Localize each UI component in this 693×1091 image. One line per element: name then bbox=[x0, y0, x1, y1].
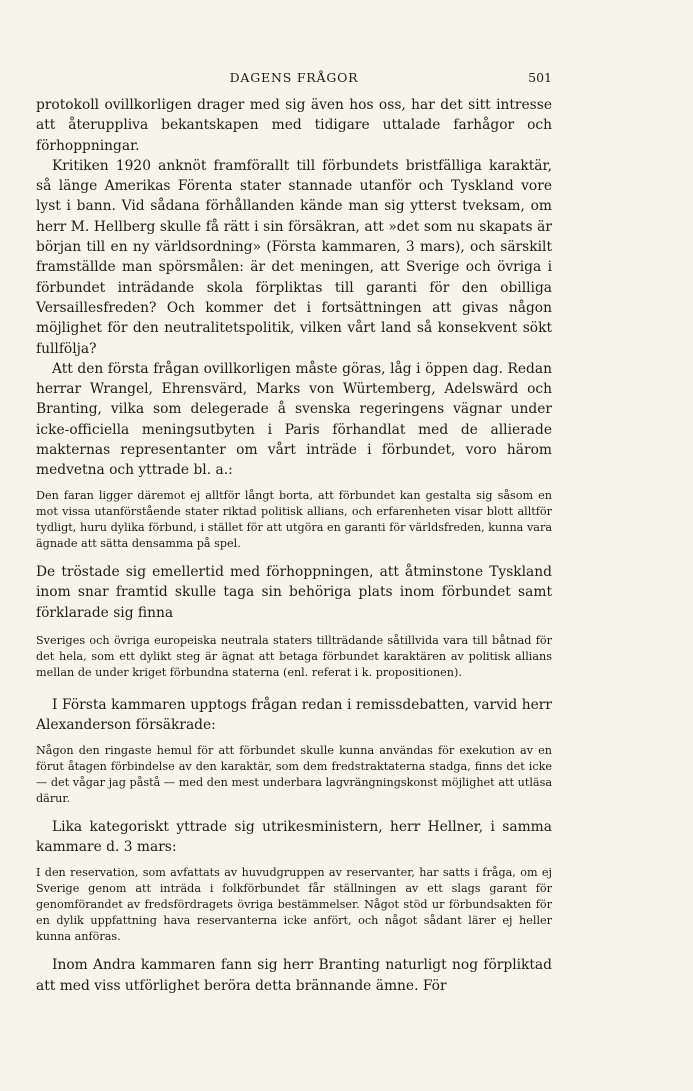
paragraph-first-question: Att den första frågan ovillkorligen måste göras, låg i öppen dag. Redan herrar Wrangel, Ehrensvärd, Marks von Würtemberg, Adelswärd och Branting, vilka som delegerade å svenska regeringens vägnar under icke-officiella meningsutbyten i Paris förhandlat med de allierade makternas representanter om vårt inträde i förbundet, voro härom medvetna och yttrade bl. a.: bbox=[36, 360, 552, 479]
quote-neutral-states: Sveriges och övriga europeiska neutrala staters tillträdande såtillvida vara till båtnad för det hela, som ett dylikt steg är ägnat att betaga förbundet karaktären av politisk allians mellan de under kriget förbundna staterna (enl. referat i k. propositionen). bbox=[36, 633, 552, 680]
paragraph-consolation: De tröstade sig emellertid med förhoppningen, att åtminstone Tyskland inom snar framtid skulle taga sin behöriga plats inom förbundet samt förklarade sig finna bbox=[36, 564, 552, 621]
quote-hellner: I den reservation, som avfattats av huvudgruppen av reservanter, har satts i fråga, om ej Sverige genom att inträda i folkförbundet får ställningen av ett slags garant för genomförandet av fredsfördragets övriga bestämmelser. Något stöd ur förbundsakten för en dylik uppfattning hava reservanterna icke anfört, och något sådant lärer ej heller kunna anföras. bbox=[36, 865, 552, 944]
quote-alexanderson: Någon den ringaste hemul för att förbundet skulle kunna användas för exekution av en förut åtagen förbindelse av den karaktär, som dem fredstraktaterna stadga, finns det icke — det vågar jag påstå — med den mest underbara lagvrängningskonst möjlighet att utläsa därur. bbox=[36, 743, 552, 806]
paragraph-continued: protokoll ovillkorligen drager med sig även hos oss, har det sitt intresse att återuppliva bekantskapen med tidigare uttalade farhågor och förhoppningar. bbox=[36, 97, 552, 154]
paragraph-criticism-1920: Kritiken 1920 anknöt framförallt till förbundets bristfälliga karaktär, så länge Amerikas Förenta stater stannade utanför och Tyskland vore lyst i bann. Vid sådana förhållanden kände man sig ytterst tveksam, om herr M. Hellberg skulle få rätt i sin försäkran, att »det som nu skapats är början till en ny världsordning» (Första kammaren, 3 mars), och särskilt framställde man spörsmålen: är det meningen, att Sverige och övriga i förbundet inträdande skola förpliktas till garanti för den obilliga Versaillesfreden? Och kommer det i fortsättningen att givas någon möjlighet för den neutralitetspolitik, vilken vårt land så konsekvent sökt fullfölja? bbox=[36, 157, 552, 357]
paragraph-second-chamber: Inom Andra kammaren fann sig herr Branting naturligt nog förpliktad att med viss utförlighet beröra detta brännande ämne. För bbox=[36, 957, 552, 994]
quote-delegates: Den faran ligger däremot ej alltför långt borta, att förbundet kan gestalta sig såsom en mot vissa utanförstående stater riktad politisk allians, och erfarenheten visar blott alltför tydligt, huru dylika förbund, i stället för att utgöra en garanti för världsfreden, kunna vara ägnade att sätta densamma på spel. bbox=[36, 488, 552, 550]
paragraph-foreign-minister: Lika kategoriskt yttrade sig utrikesministern, herr Hellner, i samma kammare d. 3 mars: bbox=[36, 819, 552, 856]
page-header bbox=[36, 62, 552, 88]
book-page bbox=[36, 62, 552, 996]
paragraph-first-chamber: I Första kammaren upptogs frågan redan i remissdebatten, varvid herr Alexanderson försäkrade: bbox=[36, 697, 552, 734]
running-title: DAGENS FRÅGOR bbox=[229, 70, 359, 85]
page-number: 501 bbox=[528, 70, 552, 85]
